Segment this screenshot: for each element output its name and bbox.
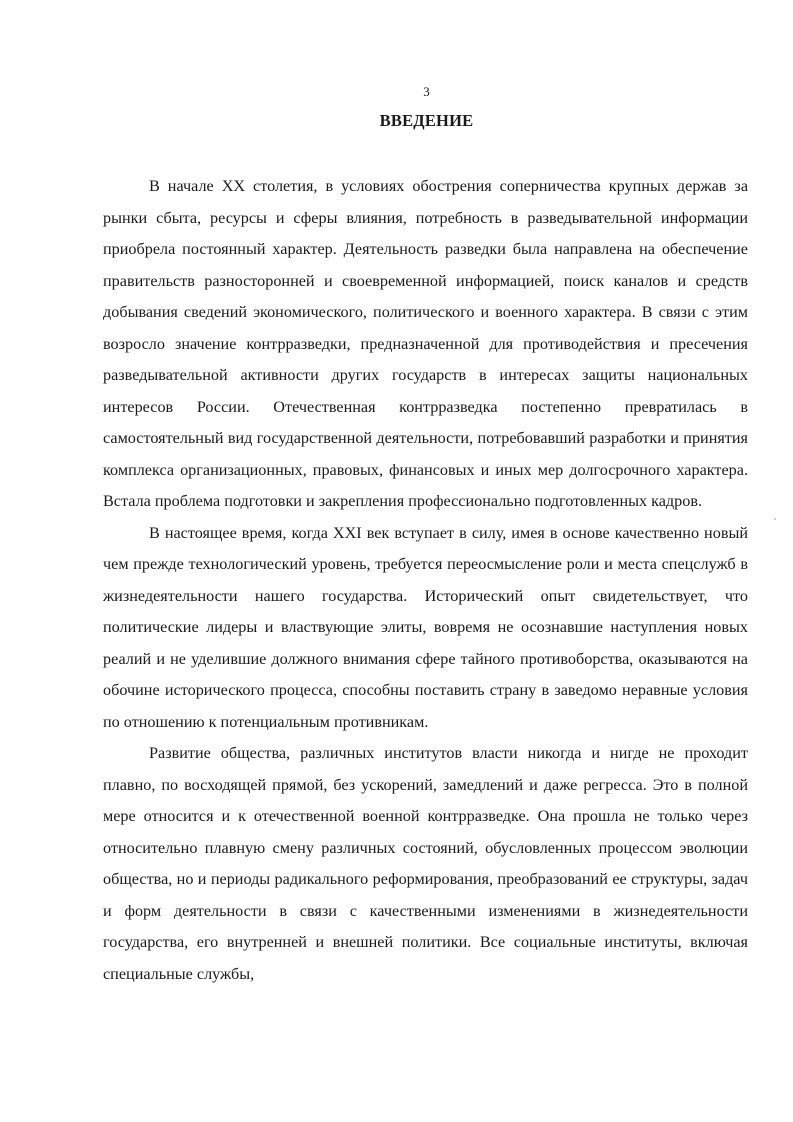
- body-text: [103, 171, 748, 990]
- paragraph-1: В начале XX столетия, в условиях обострения соперничества крупных держав за рынки сбыта, ресурсы и сферы влияния, потребность в разведывательной информации приобрела постоянный характер. Деятельность разведки была направлена на обеспечение правительств разносторонней и своевременной информацией, поиск каналов и средств добывания сведений экономического, политического и военного характера. В связи с этим возросло значение контрразведки, предназначенной для противодействия и пресечения разведывательной активности других государств в интересах защиты национальных интересов России. Отечественная контрразведка постепенно превратилась в самостоятельный вид государственной деятельности, потребовавший разработки и принятия комплекса организационных, правовых, финансовых и иных мер долгосрочного характера. Встала проблема подготовки и закрепления профессионально подготовленных кадров.: [103, 177, 748, 510]
- paragraph-2: В настоящее время, когда XXI век вступает в силу, имея в основе качественно новый чем прежде технологический уровень, требуется переосмысление роли и места спецслужб в жизнедеятельности нашего государства. Исторический опыт свидетельствует, что политические лидеры и властвующие элиты, вовремя не осознавшие наступления новых реалий и не уделившие должного внимания сфере тайного противоборства, оказываются на обочине исторического процесса, способны поставить страну в заведомо неравные условия по отношению к потенциальным противникам.: [103, 523, 748, 731]
- section-heading: ВВЕДЕНИЕ: [379, 111, 474, 130]
- paragraph-3: Развитие общества, различных институтов власти никогда и нигде не проходит плавно, по восходящей прямой, без ускорений, замедлений и даже регресса. Это в полной мере относится и к отечественной военной контрразведке. Она прошла не только через относительно плавную смену различных состояний, обусловленных процессом эволюции общества, но и периоды радикального реформирования, преобразований ее структуры, задач и форм деятельности в связи с качественными изменениями в жизнедеятельности государства, его внутренней и внешней политики. Все социальные институты, включая специальные службы,: [103, 744, 748, 983]
- page-number: 3: [423, 84, 430, 99]
- scan-speck: [774, 518, 776, 520]
